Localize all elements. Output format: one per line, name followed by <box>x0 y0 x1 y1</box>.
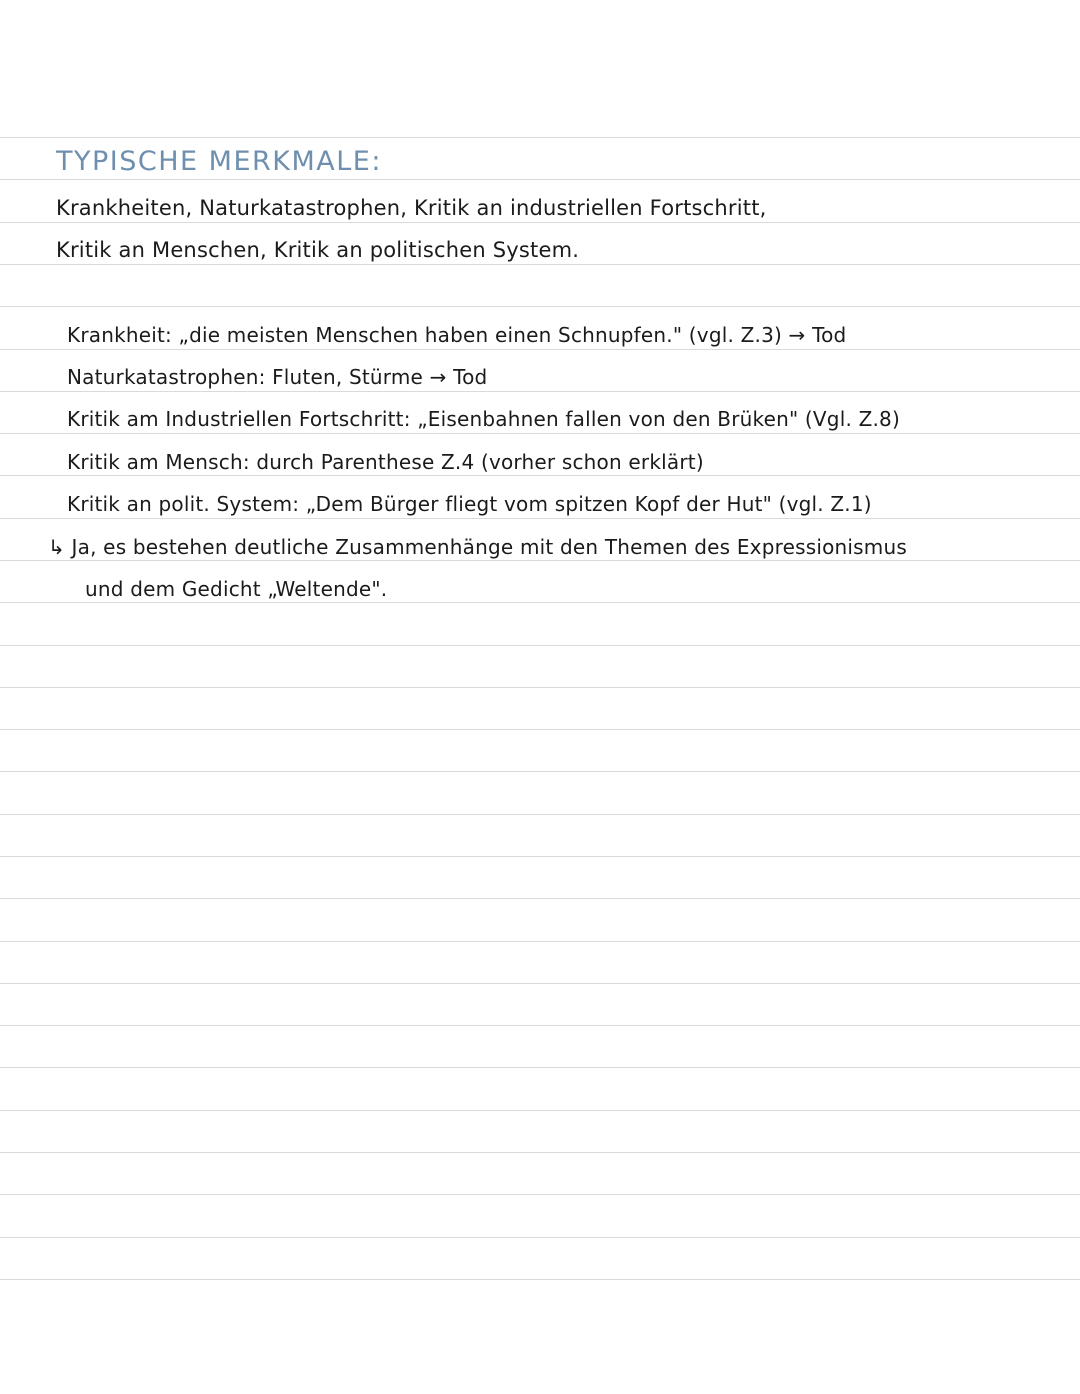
rule-line <box>0 560 1080 561</box>
rule-line <box>0 645 1080 646</box>
detail-naturkatastrophen: Naturkatastrophen: Fluten, Stürme → Tod <box>67 365 488 389</box>
conclusion-line-1: ↳ Ja, es bestehen deutliche Zusammenhänge mit den Themen des Expressionismus <box>48 535 907 559</box>
rule-line <box>0 898 1080 899</box>
rule-line <box>0 1279 1080 1280</box>
rule-line <box>0 1025 1080 1026</box>
rule-line <box>0 856 1080 857</box>
rule-line <box>0 729 1080 730</box>
rule-line <box>0 264 1080 265</box>
rule-line <box>0 771 1080 772</box>
rule-line <box>0 349 1080 350</box>
rule-line <box>0 137 1080 138</box>
intro-line-1: Krankheiten, Naturkatastrophen, Kritik an industriellen Fortschritt, <box>56 196 767 220</box>
rule-line <box>0 391 1080 392</box>
rule-line <box>0 1152 1080 1153</box>
page-heading: TYPISCHE MERKMALE: <box>56 146 382 177</box>
detail-politisches-system: Kritik an polit. System: „Dem Bürger fliegt vom spitzen Kopf der Hut" (vgl. Z.1) <box>67 492 872 516</box>
rule-line <box>0 941 1080 942</box>
rule-line <box>0 518 1080 519</box>
conclusion-line-2: und dem Gedicht „Weltende". <box>85 577 388 601</box>
rule-line <box>0 222 1080 223</box>
rule-line <box>0 602 1080 603</box>
rule-line <box>0 1237 1080 1238</box>
rule-line <box>0 433 1080 434</box>
detail-mensch: Kritik am Mensch: durch Parenthese Z.4 (vorher schon erklärt) <box>67 450 704 474</box>
rule-line <box>0 687 1080 688</box>
rule-line <box>0 1067 1080 1068</box>
rule-line <box>0 1110 1080 1111</box>
intro-line-2: Kritik an Menschen, Kritik an politischen System. <box>56 238 580 262</box>
rule-line <box>0 814 1080 815</box>
rule-line <box>0 179 1080 180</box>
rule-line <box>0 983 1080 984</box>
rule-line <box>0 475 1080 476</box>
rule-line <box>0 306 1080 307</box>
detail-krankheit: Krankheit: „die meisten Menschen haben einen Schnupfen." (vgl. Z.3) → Tod <box>67 323 847 347</box>
detail-industrieller-fortschritt: Kritik am Industriellen Fortschritt: „Eisenbahnen fallen von den Brüken" (Vgl. Z.8) <box>67 407 900 431</box>
rule-line <box>0 1194 1080 1195</box>
